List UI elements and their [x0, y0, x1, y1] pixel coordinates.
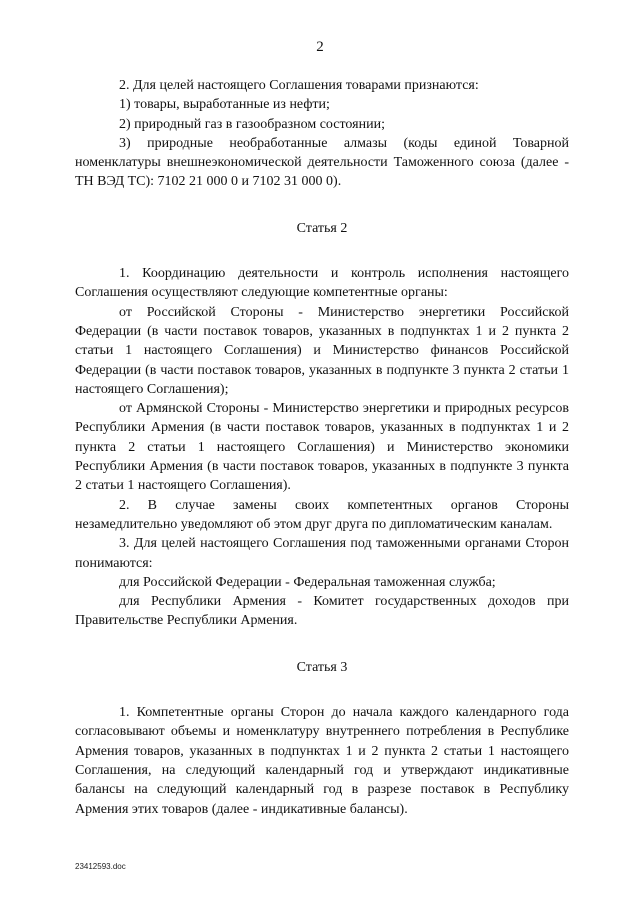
list-item-oil-products: 1) товары, выработанные из нефти; — [119, 97, 330, 113]
paragraph-coordination: 1. Координацию деятельности и контроль исполнения настоящего Соглашения осуществляют следующие компетентные органы: — [75, 266, 569, 301]
paragraph-russian-side: от Российской Стороны - Министерство энергетики Российской Федерации (в части поставок товаров, указанных в подпунктах 1 и 2 пункта 2 статьи 1 настоящего Соглашения) и Министерство финансов Российской Федерации (в части поставок товаров, указанных в подпункте 3 пункта 2 статьи 1 настоящего Соглашения); — [75, 304, 569, 397]
article-2-heading: Статья 2 — [296, 220, 348, 236]
list-item-natural-gas: 2) природный газ в газообразном состоянии; — [119, 116, 385, 132]
document-body — [75, 76, 569, 819]
file-name-footer: 23412593.doc — [75, 862, 126, 871]
paragraph-indicative-balances: 1. Компетентные органы Сторон до начала каждого календарного года согласовывают объемы и номенклатуру внутреннего потребления в Республике Армения товаров, указанных в подпунктах 1 и 2 пункта 2 статьи 1 настоящего Соглашения, на следующий календарный год и утверждают индикативные балансы на следующий календарный год в разрезе поставок в Республику Армения этих товаров (далее - индикативные балансы). — [75, 705, 569, 817]
paragraph-goods-definition: 2. Для целей настоящего Соглашения товарами признаются: — [119, 78, 479, 93]
paragraph-russian-customs: для Российской Федерации - Федеральная таможенная служба; — [119, 574, 496, 590]
paragraph-armenian-side: от Армянской Стороны - Министерство энергетики и природных ресурсов Республики Армения (в части поставок товаров, указанных в подпунктах 1 и 2 пункта 2 статьи 1 настоящего Соглашения) и Министерство экономики Республики Армения (в части поставок товаров, указанных в подпункте 3 пункта 2 статьи 1 настоящего Соглашения). — [75, 401, 569, 494]
list-item-diamonds: 3) природные необработанные алмазы (коды единой Товарной номенклатуры внешнеэкономической деятельности Таможенного союза (далее - ТН ВЭД ТС): 7102 21 000 0 и 7102 31 000 0). — [75, 135, 569, 190]
paragraph-armenian-customs: для Республики Армения - Комитет государственных доходов при Правительстве Республики Армения. — [75, 594, 569, 629]
page-number: 2 — [316, 39, 324, 55]
article-3-heading: Статья 3 — [296, 659, 348, 675]
paragraph-customs-authorities: 3. Для целей настоящего Соглашения под таможенными органами Сторон понимаются: — [75, 536, 569, 571]
paragraph-replacement-notice: 2. В случае замены своих компетентных органов Стороны незамедлительно уведомляют об этом друг друга по дипломатическим каналам. — [75, 497, 569, 532]
